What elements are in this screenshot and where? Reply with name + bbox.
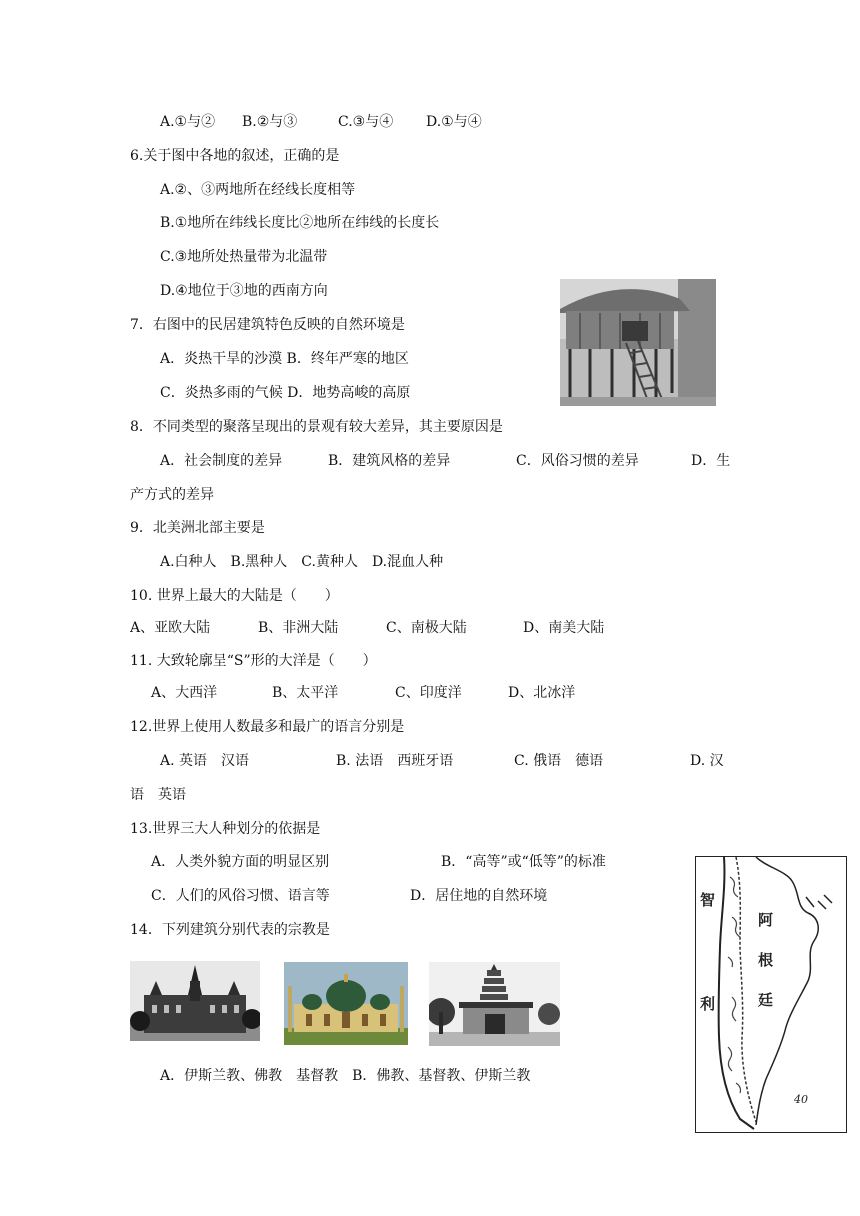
q8-option-a: A．社会制度的差异 [160, 453, 283, 469]
cathedral-photo [130, 961, 260, 1041]
q13-option-d: D．居住地的自然环境 [410, 888, 548, 904]
q6-stem: 6.关于图中各地的叙述，正确的是 [130, 148, 340, 164]
q8-option-d: D．生 [691, 453, 731, 469]
q14-options-row1: A．伊斯兰教、佛教 基督教 B．佛教、基督教、伊斯兰教 [160, 1068, 531, 1084]
q5-options [160, 113, 482, 131]
map-label-gen: 根 [758, 951, 774, 969]
q13-options-row2 [151, 887, 547, 905]
map-label-ting: 廷 [758, 991, 774, 1009]
q13-option-a: A．人类外貌方面的明显区别 [151, 854, 330, 870]
q11-stem: 11. 大致轮廓呈“S”形的大洋是（ ） [130, 653, 377, 669]
q6-option-d: D.④地位于③地的西南方向 [160, 283, 328, 299]
q10-option-a: A、亚欧大陆 [130, 620, 211, 636]
q10-stem: 10. 世界上最大的大陆是（ ） [130, 588, 339, 604]
q12-wrap: 语 英语 [130, 787, 186, 803]
q12-option-d: D. 汉 [690, 753, 724, 769]
q7-options-row2: C．炎热多雨的气候 D．地势高峻的高原 [160, 385, 411, 401]
q13-stem: 13.世界三大人种划分的依据是 [130, 821, 321, 837]
q10-option-c: C、南极大陆 [386, 620, 467, 636]
map-latitude-number: 40 [794, 1093, 808, 1106]
q5-option-b: B.②与③ [242, 114, 298, 130]
q11-option-d: D、北冰洋 [508, 685, 576, 701]
q8-wrap: 产方式的差异 [130, 487, 214, 503]
q12-stem: 12.世界上使用人数最多和最广的语言分别是 [130, 719, 405, 735]
map-label-zhi: 智 [700, 891, 716, 909]
q8-option-c: C．风俗习惯的差异 [516, 453, 639, 469]
q6-option-a: A.②、③两地所在经线长度相等 [160, 182, 356, 198]
q5-option-a: A.①与② [160, 114, 216, 130]
mosque-photo [284, 962, 408, 1045]
stilt-house-photo [560, 279, 716, 406]
q8-options [160, 452, 730, 470]
q11-option-a: A、大西洋 [151, 685, 218, 701]
q14-stem: 14．下列建筑分别代表的宗教是 [130, 922, 330, 938]
q12-options [160, 752, 724, 770]
q8-stem: 8．不同类型的聚落呈现出的景观有较大差异，其主要原因是 [130, 419, 503, 435]
chile-argentina-map [695, 856, 847, 1133]
q13-option-b: B．“高等”或“低等”的标准 [441, 854, 606, 870]
q11-option-b: B、太平洋 [272, 685, 339, 701]
q12-option-c: C. 俄语 德语 [514, 753, 604, 769]
q11-options [151, 684, 575, 702]
q6-option-c: C.③地所处热量带为北温带 [160, 249, 328, 265]
q12-option-b: B. 法语 西班牙语 [336, 753, 454, 769]
q8-option-b: B．建筑风格的差异 [328, 453, 451, 469]
q7-options-row1: A．炎热干旱的沙漠 B．终年严寒的地区 [160, 351, 409, 367]
map-label-a: 阿 [758, 911, 774, 929]
q10-options [130, 619, 604, 637]
q5-option-c: C.③与④ [338, 114, 394, 130]
q12-option-a: A. 英语 汉语 [160, 753, 250, 769]
q10-option-d: D、南美大陆 [523, 620, 605, 636]
q13-option-c: C．人们的风俗习惯、语言等 [151, 888, 330, 904]
q5-option-d: D.①与④ [426, 114, 482, 130]
map-label-li: 利 [700, 995, 716, 1013]
q11-option-c: C、印度洋 [395, 685, 462, 701]
pagoda-temple-photo [429, 962, 560, 1046]
q13-options-row1 [151, 853, 606, 871]
q9-stem: 9．北美洲北部主要是 [130, 520, 265, 536]
q7-stem: 7．右图中的民居建筑特色反映的自然环境是 [130, 317, 405, 333]
q10-option-b: B、非洲大陆 [258, 620, 339, 636]
q9-options: A.白种人 B.黑种人 C.黄种人 D.混血人种 [160, 554, 444, 570]
q6-option-b: B.①地所在纬线长度比②地所在纬线的长度长 [160, 215, 440, 231]
